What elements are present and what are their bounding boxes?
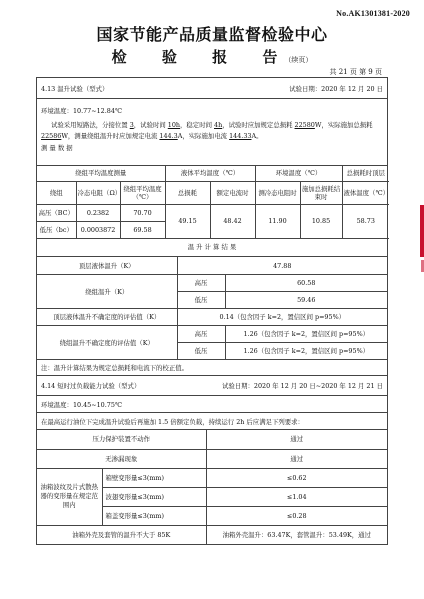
value-loss-end: 10.85	[300, 204, 342, 238]
value-rated-current: 48.42	[210, 204, 255, 238]
section-title-2: 4.14 短时过负载能力试验（型式）	[41, 382, 141, 390]
header-top-liquid-a: 总损耗时顶层	[342, 166, 389, 181]
winding-rise-label: 绕组温升（K）	[37, 275, 177, 309]
top-liquid-rise-value: 47.88	[177, 257, 387, 275]
overload-item-2: 无渗漏现象	[37, 449, 206, 468]
top-uncertainty-label: 顶层液体温升不确定度的评估值（K）	[37, 309, 177, 326]
test-description	[36, 99, 388, 166]
overload-table	[36, 430, 388, 545]
result-header: 温 升 计 算 结 果	[37, 239, 387, 257]
ambient-temperature: 环境温度：10.77~12.84℃	[41, 107, 123, 115]
header-winding-avg-temp: 绕组平均温度（℃）	[120, 181, 165, 204]
report-title	[0, 46, 424, 67]
report-sheet	[36, 77, 388, 545]
header-winding-avg: 绕组平均温度测量	[37, 166, 165, 181]
header-cold-res-time: 测冷态电阻时	[255, 181, 300, 204]
page-info: 共 21 页 第 9 页	[329, 68, 382, 76]
top-uncertainty-value: 0.14（包含因子 k=2，置信区间 p=95%）	[177, 309, 387, 326]
overload-result-2: 通过	[206, 449, 387, 468]
ambient-temperature-2: 环境温度：10.45~10.75℃	[36, 396, 388, 413]
deform-item-3: 箱盖变形量≤3(mm)	[102, 506, 206, 525]
hv-label-2: 高压	[177, 326, 225, 343]
overload-result-last: 油箱外壳温升：63.47K，套管温升：53.49K，通过	[206, 525, 387, 544]
organization-name: 国家节能产品质量监督检验中心	[96, 25, 328, 44]
section-title: 4.13 温升试验（型式）	[41, 84, 109, 93]
header-total-loss: 总损耗	[165, 181, 210, 204]
lv-label-2: 低压	[177, 343, 225, 360]
measured-data-label: 测 量 数 据	[41, 144, 73, 152]
document-number: No.AK1301381-2020	[336, 9, 410, 18]
header-winding: 绕组	[37, 181, 76, 204]
deform-item-2: 波翅变形量≤3(mm)	[102, 487, 206, 506]
seal-edge-mark	[420, 205, 424, 257]
header-liquid-temp: 液体温度（℃）	[342, 181, 389, 204]
header-cold-resistance: 冷态电阻（Ω）	[76, 181, 120, 204]
result-note: 注：温升计算结果为规定总损耗和电流下的校正值。	[36, 360, 388, 376]
method-description: 试验采用短路法，分接位置 3，试验时间 10h，稳定时间 4h，试验时应加规定总损耗 22580W，实际施加总损耗 22586W，测量绕组温升时应加规定电流 144.3A，实际施加电流 144.33A。	[41, 121, 373, 140]
winding-uncertainty-label: 绕组温升不确定度的评估值（K）	[37, 326, 177, 360]
section-header-4-13	[36, 78, 388, 99]
overload-description: 在最高运行油位下完成温升试验后再施加 1.5 倍额定负载，持续运行 2h 后应满足下列要求：	[36, 413, 388, 430]
overload-item-last: 油箱外壳及套管的温升不大于 85K	[37, 525, 206, 544]
header-liquid-avg: 液体平均温度（℃）	[165, 166, 255, 181]
table-row-lv-avg-temp: 69.58	[120, 221, 165, 238]
header-rated-current: 额定电流时	[210, 181, 255, 204]
header-ambient: 环境温度（℃）	[255, 166, 342, 181]
value-top-liquid: 58.73	[342, 204, 389, 238]
value-total-loss: 49.15	[165, 204, 210, 238]
top-liquid-rise-label: 顶层液体温升（K）	[37, 257, 177, 275]
test-date: 试验日期：2020 年 12 月 20 日	[289, 84, 383, 93]
table-row-hv-resistance: 0.2382	[76, 204, 120, 221]
table-row-hv-winding: 高压（BC）	[37, 204, 76, 221]
deform-item-1: 箱壁变形量≤3(mm)	[102, 468, 206, 487]
table-row-hv-avg-temp: 70.70	[120, 204, 165, 221]
table-row-lv-winding: 低压（bc）	[37, 221, 76, 238]
deform-result-3: ≤0.28	[206, 506, 387, 525]
deform-result-2: ≤1.04	[206, 487, 387, 506]
measurement-table	[36, 166, 388, 239]
header-loss-end: 施加总损耗结束时	[300, 181, 342, 204]
table-row-lv-resistance: 0.0003872	[76, 221, 120, 238]
hv-uncertainty-value: 1.26（包含因子 k=2，置信区间 p=95%）	[225, 326, 387, 343]
lv-label: 低压	[177, 292, 225, 309]
hv-rise-value: 60.58	[225, 275, 387, 292]
lv-uncertainty-value: 1.26（包含因子 k=2，置信区间 p=95%）	[225, 343, 387, 360]
deform-result-1: ≤0.62	[206, 468, 387, 487]
lv-rise-value: 59.46	[225, 292, 387, 309]
continued-label: （续页）	[284, 56, 313, 64]
deform-group-label: 油箱波纹及片式散热器的变形量在规定范围内	[37, 468, 102, 525]
overload-result-1: 通过	[206, 430, 387, 449]
hv-label: 高压	[177, 275, 225, 292]
result-table	[36, 239, 388, 361]
overload-item-1: 压力保护装置不动作	[37, 430, 206, 449]
value-cold-res-time: 11.90	[255, 204, 300, 238]
report-title-text: 检 验 报 告	[111, 48, 293, 66]
section-header-4-14	[36, 376, 388, 396]
test-date-2: 试验日期：2020 年 12 月 20 日~2020 年 12 月 21 日	[221, 382, 383, 390]
